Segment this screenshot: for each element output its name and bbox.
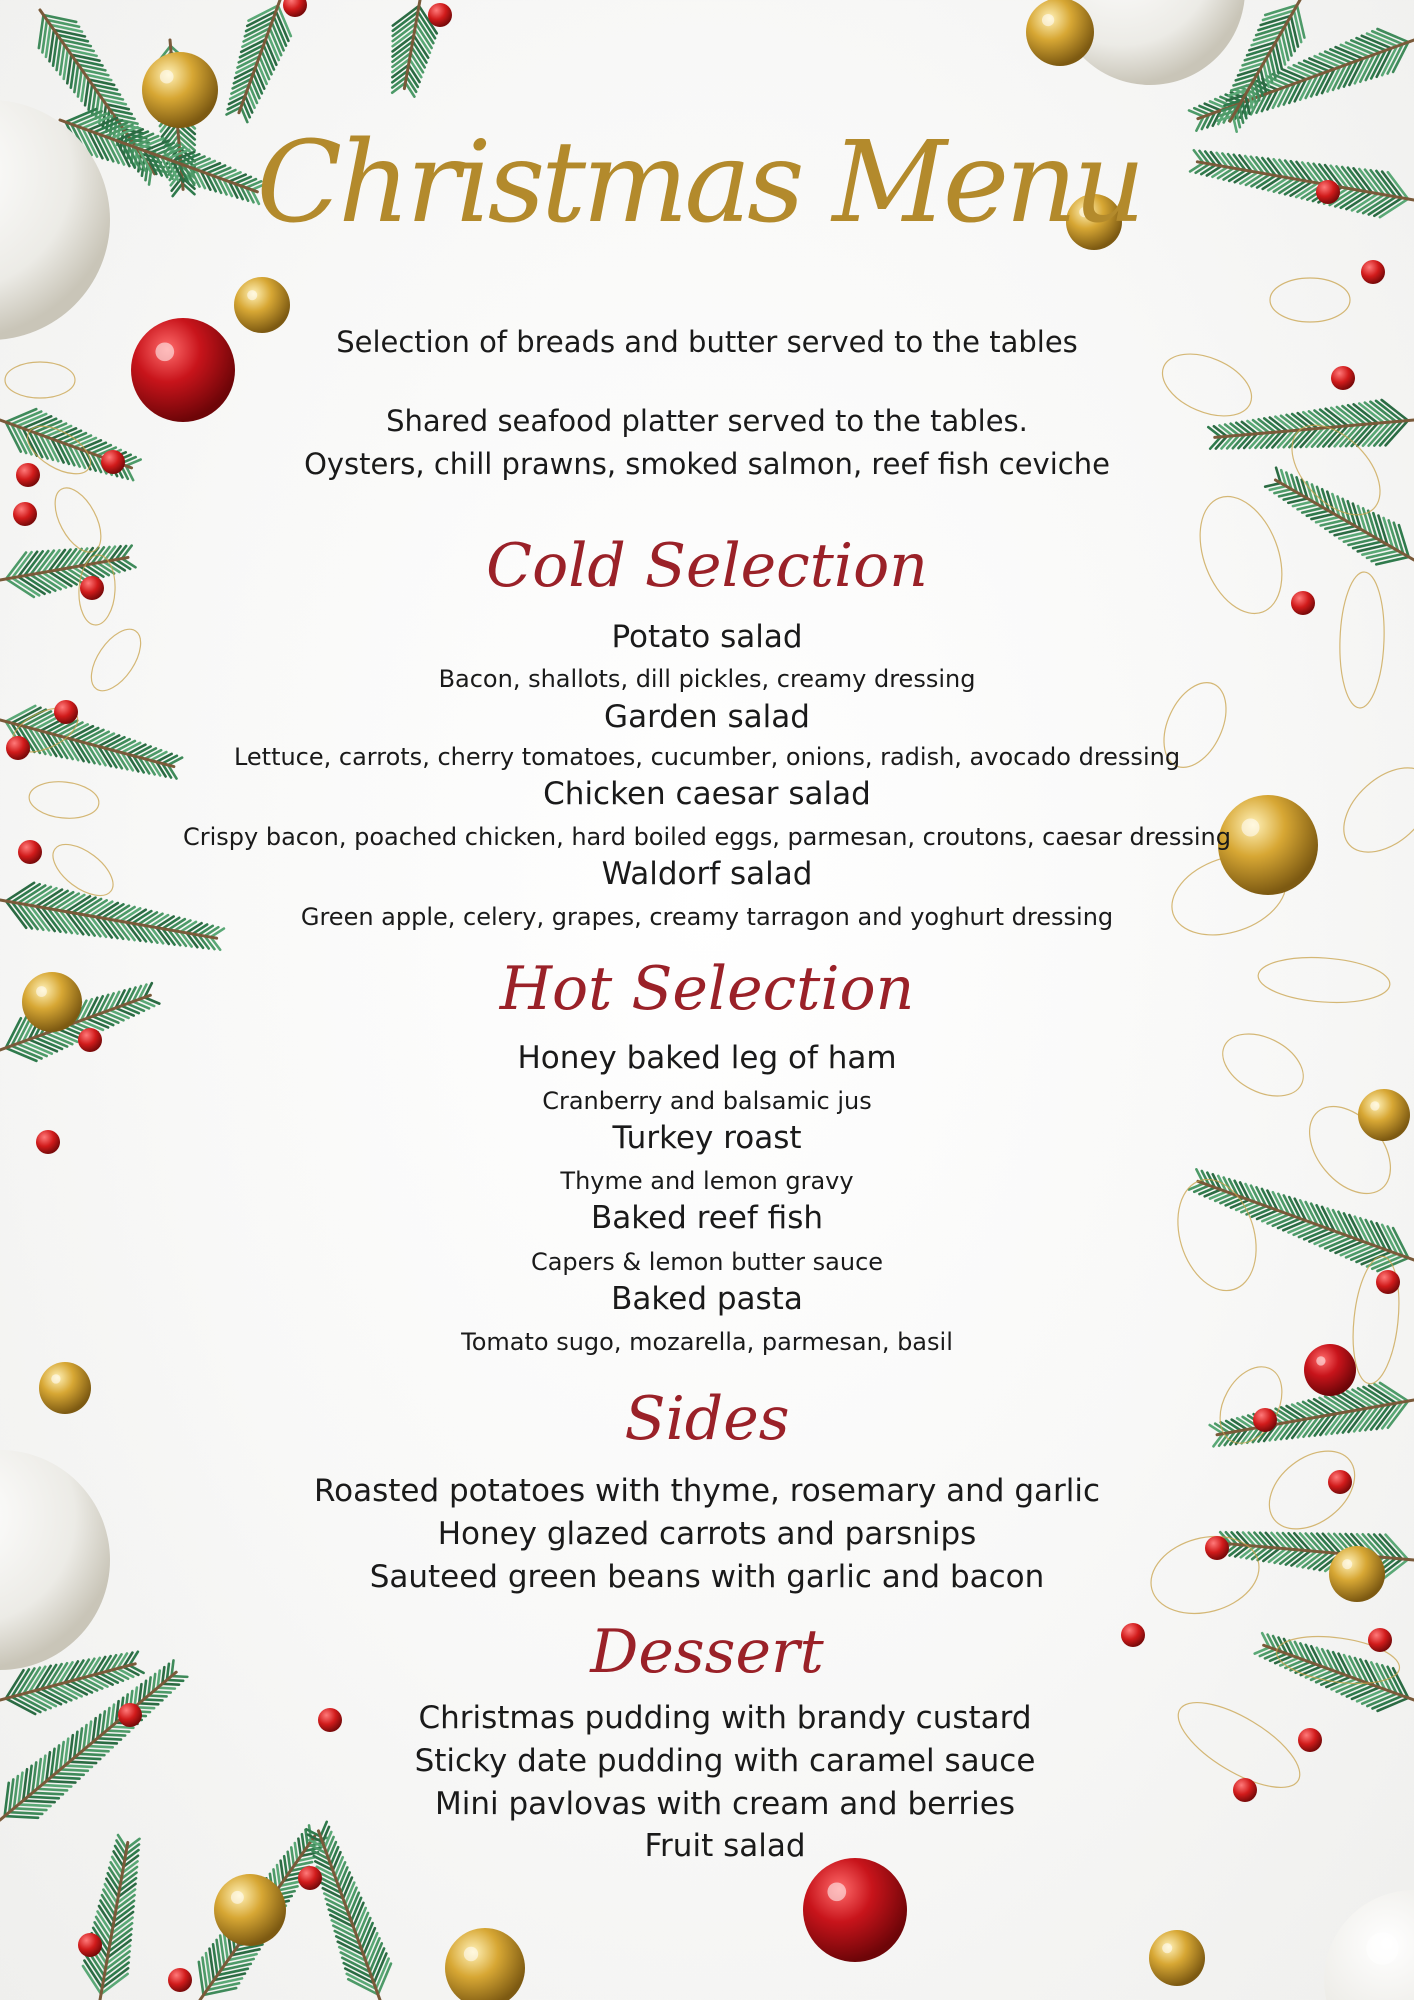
cold-dish-name: Garden salad	[604, 699, 810, 735]
cold-dish-name: Waldorf salad	[601, 856, 813, 892]
hot-selection-heading: Hot Selection	[499, 954, 915, 1024]
cold-dish-description: Green apple, celery, grapes, creamy tarragon and yoghurt dressing	[300, 903, 1114, 931]
cold-dish-description: Crispy bacon, poached chicken, hard boiled eggs, parmesan, croutons, caesar dressing	[182, 823, 1231, 851]
side-item: Sauteed green beans with garlic and bacon	[369, 1559, 1045, 1595]
cold-dish-name: Chicken caesar salad	[543, 776, 871, 812]
sides-heading: Sides	[624, 1384, 790, 1454]
hot-dish-description: Thyme and lemon gravy	[560, 1167, 854, 1195]
side-item: Honey glazed carrots and parsnips	[437, 1516, 977, 1552]
seafood-platter-items: Oysters, chill prawns, smoked salmon, reef fish ceviche	[304, 447, 1110, 481]
dessert-heading: Dessert	[590, 1617, 824, 1687]
cold-dish-description: Lettuce, carrots, cherry tomatoes, cucumber, onions, radish, avocado dressing	[233, 743, 1181, 771]
side-item: Roasted potatoes with thyme, rosemary and garlic	[313, 1473, 1101, 1509]
dessert-item: Mini pavlovas with cream and berries	[435, 1786, 1015, 1822]
cold-selection-heading: Cold Selection	[486, 531, 928, 601]
menu-title: Christmas Menu	[256, 118, 1142, 248]
bread-service-note: Selection of breads and butter served to the tables	[336, 325, 1078, 359]
seafood-platter-note: Shared seafood platter served to the tables.	[386, 404, 1028, 438]
dessert-item: Sticky date pudding with caramel sauce	[414, 1743, 1036, 1779]
hot-dish-name: Baked pasta	[611, 1281, 803, 1317]
hot-dish-name: Honey baked leg of ham	[517, 1040, 897, 1076]
cold-dish-description: Bacon, shallots, dill pickles, creamy dressing	[438, 665, 976, 693]
hot-dish-name: Turkey roast	[612, 1120, 802, 1156]
dessert-item: Christmas pudding with brandy custard	[418, 1700, 1032, 1736]
hot-dish-description: Cranberry and balsamic jus	[542, 1087, 872, 1115]
hot-dish-name: Baked reef fish	[590, 1200, 823, 1236]
dessert-item: Fruit salad	[644, 1828, 806, 1864]
hot-dish-description: Capers & lemon butter sauce	[530, 1248, 884, 1276]
cold-dish-name: Potato salad	[611, 619, 803, 655]
hot-dish-description: Tomato sugo, mozarella, parmesan, basil	[461, 1328, 953, 1356]
